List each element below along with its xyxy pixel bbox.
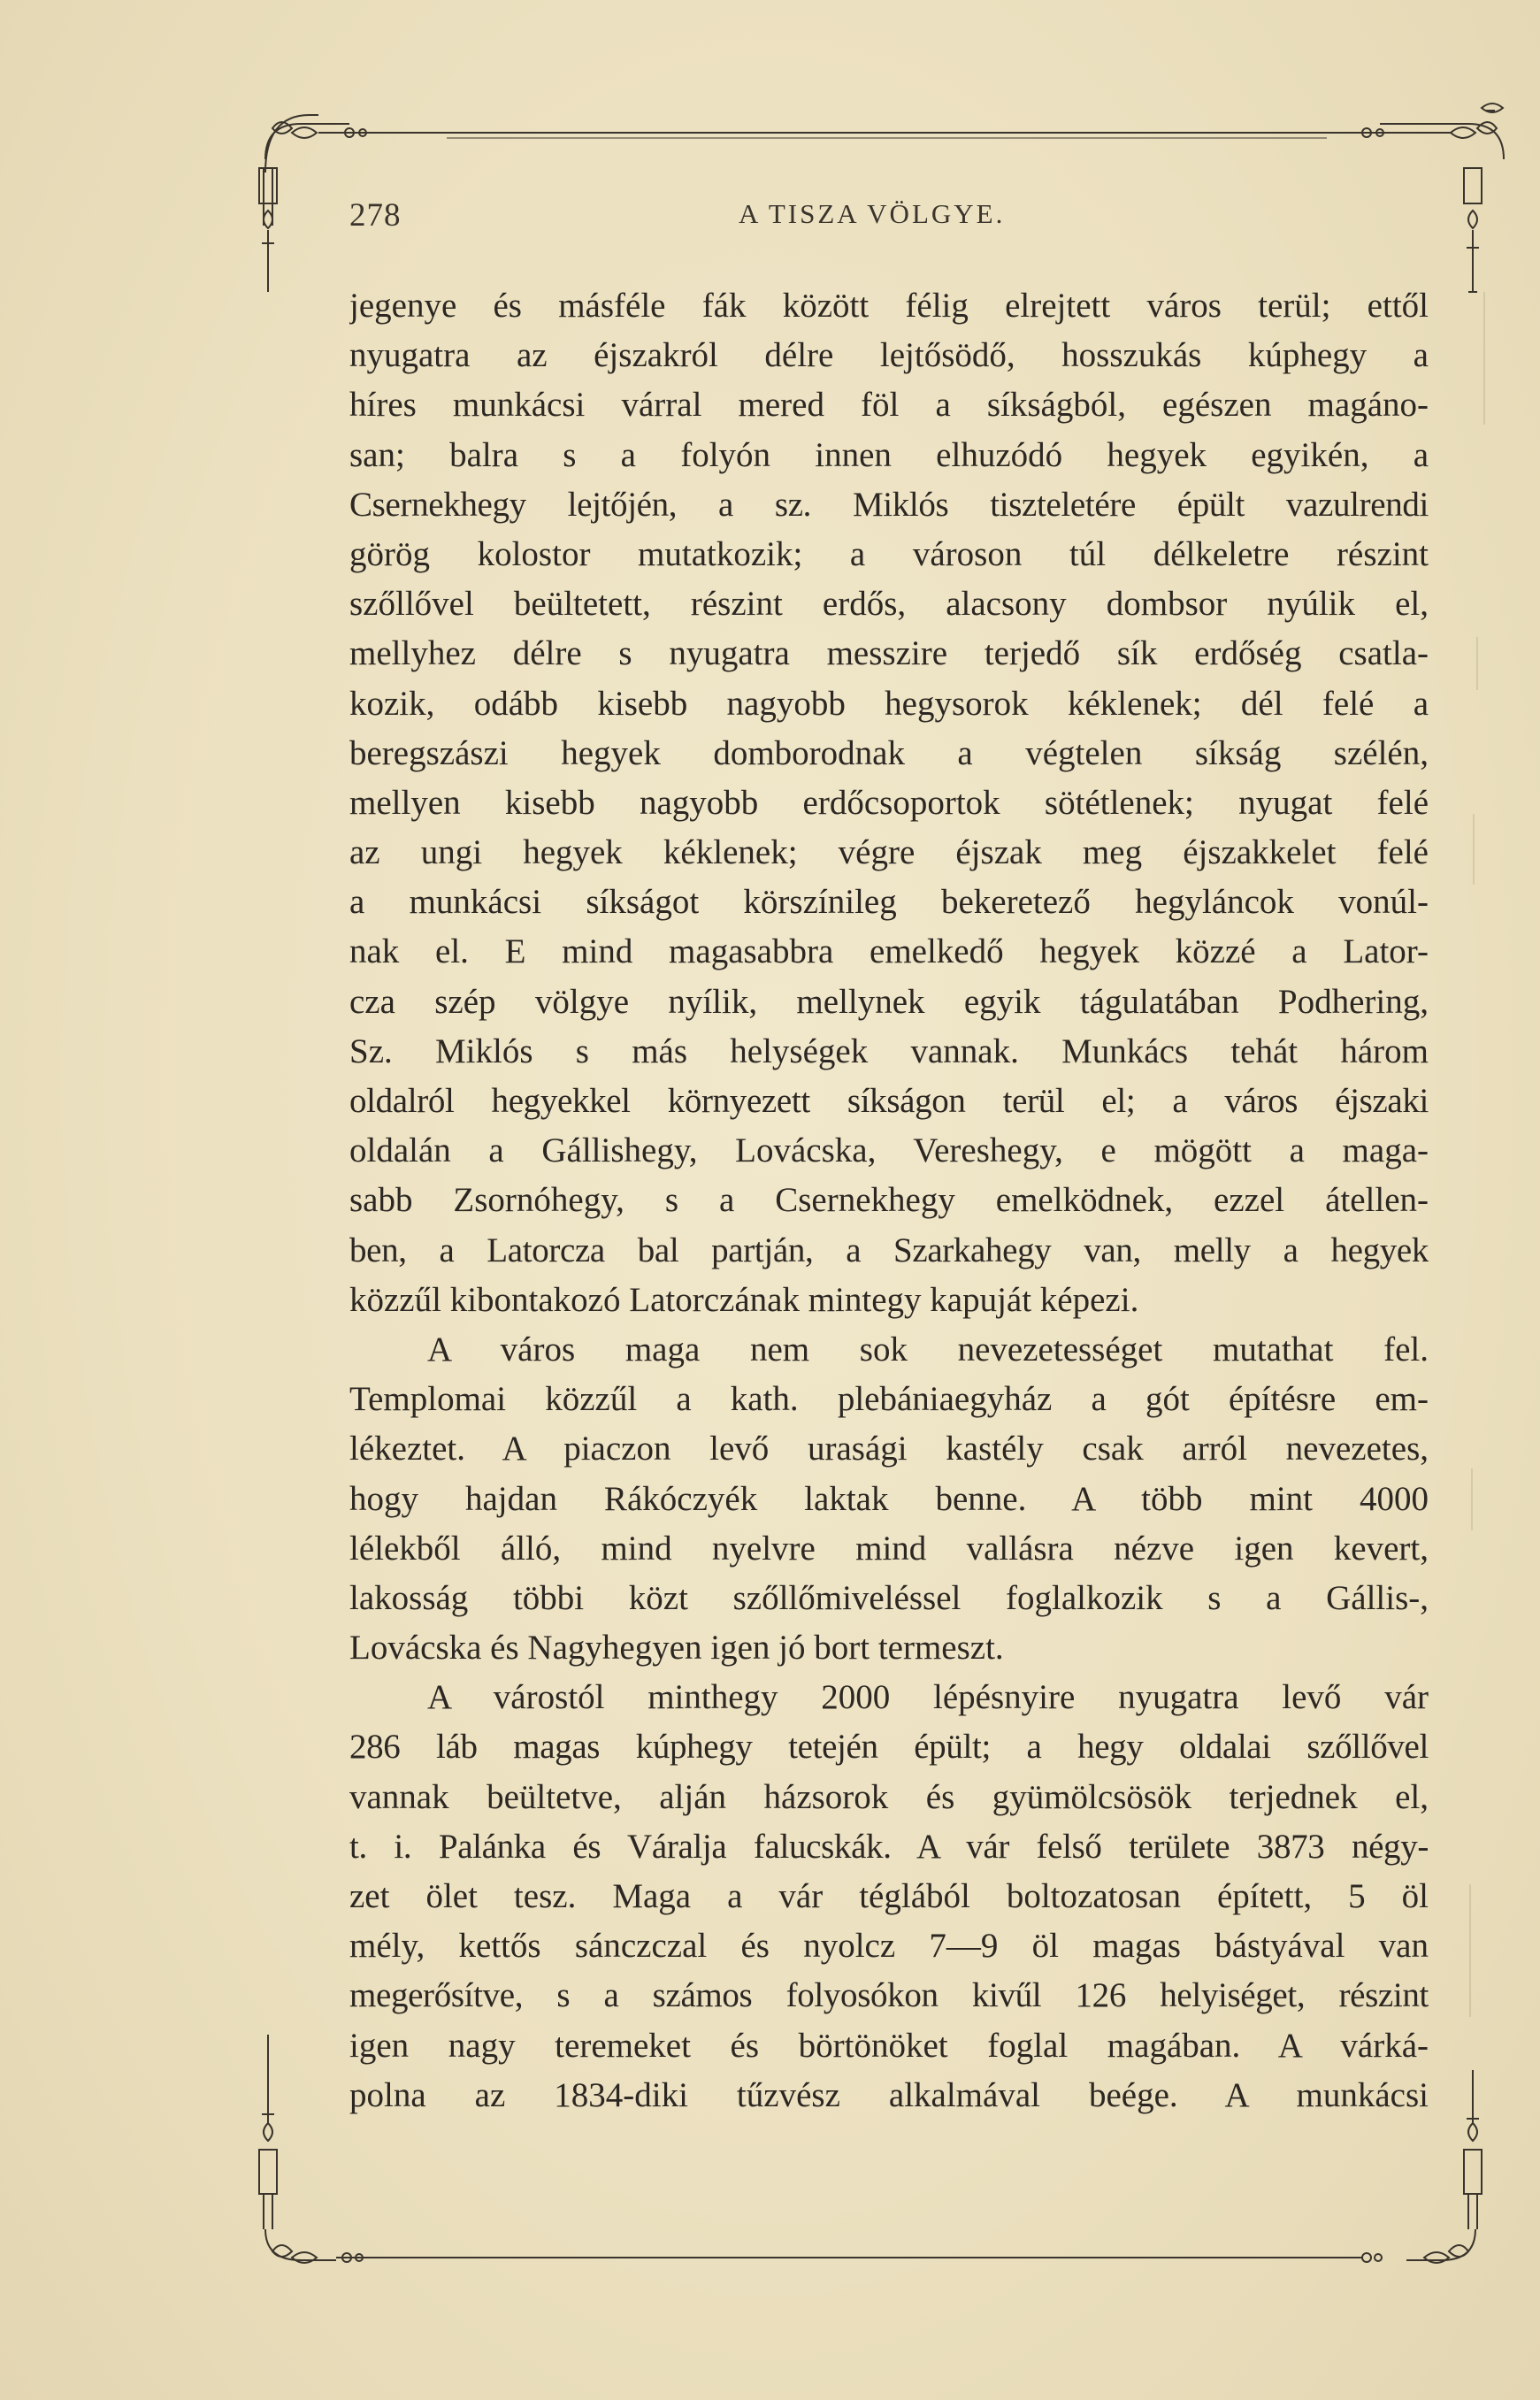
text-line: cza szép völgye nyílik, mellynek egyik tágulatában Podhering, [349,982,1429,1021]
text-line: az ungi hegyek kéklenek; végre éjszak meg éjszakkelet felé [349,833,1429,872]
text-line: nyugatra az éjszakról délre lejtősödő, hosszukás kúphegy a [349,336,1429,375]
page-number: 278 [349,197,402,234]
text-line: Csernekhegy lejtőjén, a sz. Miklós tiszteletére épült vazulrendi [349,485,1429,524]
text-line: ben, a Latorcza bal partján, a Szarkahegy van, melly a hegyek [349,1231,1429,1269]
text-line: mellyen kisebb nagyobb erdőcsoportok sötétlenek; nyugat felé [349,783,1429,822]
text-line: beregszászi hegyek domborodnak a végtelen síkság szélén, [349,733,1429,772]
body-text [349,281,1429,2120]
text-line: görög kolostor mutatkozik; a városon túl délkeletre részint [349,534,1429,573]
text-line: hogy hajdan Rákóczyék laktak benne. A több mint 4000 [349,1479,1429,1518]
text-line: a munkácsi síkságot körszínileg bekeretező hegyláncok vonúl- [349,883,1429,922]
text-line: igen nagy teremeket és börtönöket foglal magában. A várká- [349,2026,1429,2065]
text-line: oldalán a Gállishegy, Lovácska, Vereshegy, e mögött a maga- [349,1131,1429,1170]
text-line: Sz. Miklós s más helységek vannak. Munkács tehát három [349,1031,1429,1070]
text-line: san; balra s a folyón innen elhuzódó hegyek egyikén, a [349,435,1429,474]
text-line: lélekből álló, mind nyelvre mind vallásra nézve igen kevert, [349,1529,1429,1568]
text-line: mély, kettős sánczczal és nyolcz 7—9 öl magas bástyával van [349,1927,1429,1966]
running-title: A TISZA VÖLGYE. [739,198,1006,229]
text-line: közzűl kibontakozó Latorczának mintegy kapuját képezi. [349,1280,1139,1319]
text-line: lakosság többi közt szőllőmiveléssel foglalkozik s a Gállis-, [349,1578,1429,1617]
text-line: vannak beültetve, alján házsorok és gyümölcsösök terjednek el, [349,1777,1429,1816]
text-line: oldalról hegyekkel környezett síkságon terül el; a város éjszaki [349,1082,1429,1120]
text-line: híres munkácsi várral mered föl a síkságból, egészen magáno- [349,386,1429,425]
text-line: jegenye és másféle fák között félig elrejtett város terül; ettől [349,287,1429,325]
text-line: polna az 1834-diki tűzvész alkalmával beége. A munkácsi [349,2075,1429,2114]
text-line: szőllővel beültetett, részint erdős, alacsony dombsor nyúlik el, [349,585,1429,624]
text-line: A várostól minthegy 2000 lépésnyire nyugatra levő vár [427,1678,1429,1717]
text-line: Templomai közzűl a kath. plebániaegyház a gót építésre em- [349,1380,1429,1419]
text-line: A város maga nem sok nevezetességet mutathat fel. [427,1330,1429,1369]
text-line: megerősítve, s a számos folyosókon kivűl 126 helyiséget, részint [349,1976,1429,2015]
running-head [349,196,1437,249]
text-line: t. i. Palánka és Váralja falucskák. A vár felső területe 3873 négy- [349,1827,1429,1866]
text-line: sabb Zsornóhegy, s a Csernekhegy emelködnek, ezzel átellen- [349,1181,1429,1220]
text-line: Lovácska és Nagyhegyen igen jó bort termeszt. [349,1629,1004,1668]
text-line: kozik, odább kisebb nagyobb hegysorok kéklenek; dél felé a [349,684,1429,723]
text-line: 286 láb magas kúphegy tetején épült; a hegy oldalai szőllővel [349,1728,1429,1767]
text-line: nak el. E mind magasabbra emelkedő hegyek közzé a Lator- [349,932,1429,971]
text-line: lékeztet. A piaczon levő urasági kastély csak arról nevezetes, [349,1430,1429,1468]
text-line: zet ölet tesz. Maga a vár téglából boltozatosan épített, 5 öl [349,1877,1429,1915]
text-line: mellyhez délre s nyugatra messzire terjedő sík erdőség csatla- [349,634,1429,673]
